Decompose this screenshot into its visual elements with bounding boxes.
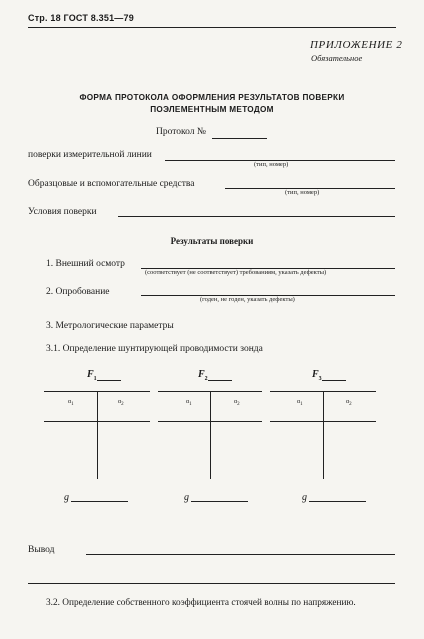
table3-col-b: $\alpha_2$ bbox=[346, 399, 352, 408]
g2-label: g bbox=[184, 492, 189, 503]
f2-label: $F_2$ bbox=[198, 369, 208, 382]
reference-means-label: Образцовые и вспомогательные средства bbox=[28, 179, 195, 189]
item31-label: 3.1. Определение шунтирующей проводимости зонда bbox=[46, 344, 263, 354]
g1-label: g bbox=[64, 492, 69, 503]
conclusion-field-1[interactable] bbox=[86, 554, 395, 555]
appendix-status: Обязательное bbox=[311, 53, 363, 63]
form-title-line1: ФОРМА ПРОТОКОЛА ОФОРМЛЕНИЯ РЕЗУЛЬТАТОВ ПОВЕРКИ bbox=[79, 93, 345, 102]
table2-col-divider bbox=[210, 391, 211, 479]
f2-value-field[interactable] bbox=[208, 380, 232, 381]
item2-hint: (годен, не годен, указать дефекты) bbox=[200, 296, 295, 303]
item1-hint: (соответствует (не соответствует) требованиям, указать дефекты) bbox=[145, 269, 327, 276]
item32-label: 3.2. Определение собственного коэффициента стоячей волны по напряжению. bbox=[46, 598, 356, 608]
g3-label: g bbox=[302, 492, 307, 503]
line-calibration-hint: (тип, номер) bbox=[254, 161, 289, 168]
f1-value-field[interactable] bbox=[97, 380, 121, 381]
table3-col-a: $\alpha_1$ bbox=[297, 399, 303, 408]
table3-col-divider bbox=[323, 391, 324, 479]
protocol-number-field[interactable] bbox=[212, 138, 267, 139]
item1-label: 1. Внешний осмотр bbox=[46, 259, 125, 269]
page-number-header: Стр. 18 ГОСТ 8.351—79 bbox=[28, 13, 134, 23]
reference-means-hint: (тип, номер) bbox=[285, 189, 320, 196]
item3-label: 3. Метрологические параметры bbox=[46, 321, 174, 331]
table2-col-a: $\alpha_1$ bbox=[186, 399, 192, 408]
f3-label: $F_3$ bbox=[312, 369, 322, 382]
table2-col-b: $\alpha_2$ bbox=[234, 399, 240, 408]
g2-value-field[interactable] bbox=[191, 501, 248, 502]
table1-col-b: $\alpha_2$ bbox=[118, 399, 124, 408]
table1-col-divider bbox=[97, 391, 98, 479]
appendix-title: ПРИЛОЖЕНИЕ 2 bbox=[310, 39, 403, 51]
table1-col-a: $\alpha_1$ bbox=[68, 399, 74, 408]
conclusion-field-2[interactable] bbox=[28, 583, 395, 584]
f1-label: $F_1$ bbox=[87, 369, 97, 382]
protocol-label: Протокол № bbox=[156, 127, 206, 137]
conclusion-label: Вывод bbox=[28, 545, 55, 555]
conditions-label: Условия поверки bbox=[28, 207, 97, 217]
g3-value-field[interactable] bbox=[309, 501, 366, 502]
results-heading: Результаты поверки bbox=[170, 236, 254, 246]
line-calibration-label: поверки измерительной линии bbox=[28, 150, 152, 160]
g1-value-field[interactable] bbox=[71, 501, 128, 502]
header-rule bbox=[28, 27, 396, 28]
f3-value-field[interactable] bbox=[322, 380, 346, 381]
item2-label: 2. Опробование bbox=[46, 287, 110, 297]
form-title-line2: ПОЭЛЕМЕНТНЫМ МЕТОДОМ bbox=[150, 105, 274, 114]
conditions-field[interactable] bbox=[118, 216, 395, 217]
